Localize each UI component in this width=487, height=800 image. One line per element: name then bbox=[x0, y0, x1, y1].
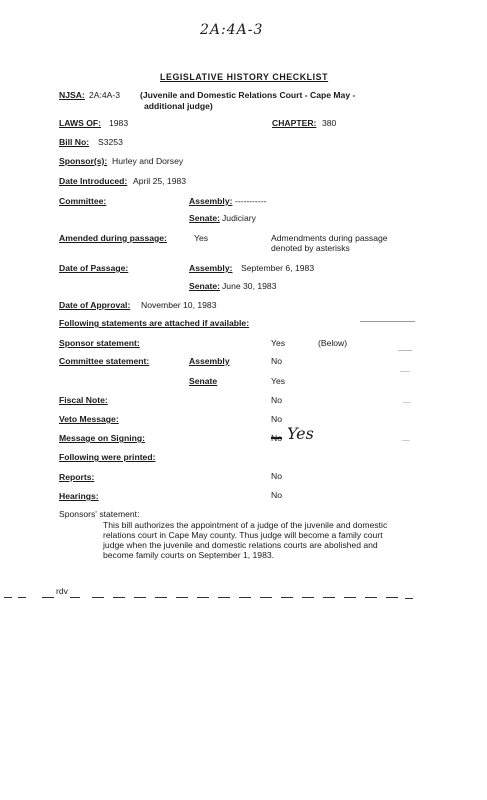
sponsor-statement-value: Yes bbox=[271, 338, 286, 348]
page-title: LEGISLATIVE HISTORY CHECKLIST bbox=[160, 72, 329, 82]
date-introduced-label: Date Introduced: bbox=[59, 176, 128, 186]
following-printed-heading: Following were printed: bbox=[59, 452, 156, 462]
hearings-value: No bbox=[271, 490, 282, 500]
committee-assembly-label: Assembly: bbox=[189, 196, 233, 206]
njsa-description-line1: (Juvenile and Domestic Relations Court - Cape May - bbox=[140, 90, 356, 100]
veto-message-label: Veto Message: bbox=[59, 414, 119, 424]
committee-assembly-value: ----------- bbox=[235, 196, 267, 206]
following-attached-heading: Following statements are attached if available: bbox=[59, 318, 250, 328]
committee-statement-senate-label: Senate bbox=[189, 376, 218, 386]
fiscal-note-label: Fiscal Note: bbox=[59, 395, 108, 405]
laws-of-value: 1983 bbox=[109, 118, 129, 128]
footer-initials: rdv bbox=[56, 586, 68, 596]
reports-value: No bbox=[271, 471, 282, 481]
sponsors-value: Hurley and Dorsey bbox=[112, 156, 184, 166]
message-on-signing-label: Message on Signing: bbox=[59, 433, 145, 443]
amended-value: Yes bbox=[194, 233, 209, 243]
handwritten-code: 2A:4A-3 bbox=[200, 22, 264, 38]
sponsors-statement-line: This bill authorizes the appointment of a judge of the juvenile and domestic bbox=[103, 520, 388, 530]
message-on-signing-typed-value: No bbox=[271, 433, 282, 443]
sponsor-statement-label: Sponsor statement: bbox=[59, 338, 140, 348]
date-of-approval-label: Date of Approval: bbox=[59, 300, 131, 310]
chapter-label: CHAPTER: bbox=[272, 118, 317, 128]
sponsors-statement-text bbox=[103, 520, 387, 560]
amended-note-line1: Admendments during passage bbox=[271, 233, 388, 243]
amended-label: Amended during passage: bbox=[59, 233, 167, 243]
bill-no-label: Bill No: bbox=[59, 137, 90, 147]
passage-senate-label: Senate: bbox=[189, 281, 221, 291]
committee-statement-assembly-value: No bbox=[271, 356, 282, 366]
veto-message-value: No bbox=[271, 414, 282, 424]
committee-senate-value: Judiciary bbox=[222, 213, 256, 223]
njsa-label: NJSA: bbox=[59, 90, 85, 100]
chapter-value: 380 bbox=[322, 118, 337, 128]
sponsors-statement-line: become family courts on September 1, 1983. bbox=[103, 550, 275, 560]
passage-assembly-value: September 6, 1983 bbox=[241, 263, 315, 273]
committee-statement-label: Committee statement: bbox=[59, 356, 150, 366]
passage-senate-value: June 30, 1983 bbox=[222, 281, 277, 291]
laws-of-label: LAWS OF: bbox=[59, 118, 102, 128]
committee-statement-senate-value: Yes bbox=[271, 376, 286, 386]
njsa-number: 2A:4A-3 bbox=[89, 90, 121, 100]
sponsors-statement-line: judge when the juvenile and domestic relations courts are abolished and bbox=[103, 540, 378, 550]
committee-label: Committee: bbox=[59, 196, 107, 206]
date-of-approval-value: November 10, 1983 bbox=[141, 300, 217, 310]
sponsor-statement-note: (Below) bbox=[318, 338, 348, 348]
reports-label: Reports: bbox=[59, 472, 95, 482]
bill-no-value: S3253 bbox=[98, 137, 123, 147]
sponsors-label: Sponsor(s): bbox=[59, 156, 108, 166]
date-introduced-value: April 25, 1983 bbox=[133, 176, 187, 186]
njsa-description-line2: additional judge) bbox=[144, 101, 213, 111]
date-of-passage-label: Date of Passage: bbox=[59, 263, 129, 273]
committee-statement-assembly-label: Assembly bbox=[189, 356, 230, 366]
amended-note-line2: denoted by asterisks bbox=[271, 243, 350, 253]
passage-assembly-label: Assembly: bbox=[189, 263, 233, 273]
sponsors-statement-label: Sponsors' statement: bbox=[59, 509, 140, 519]
sponsors-statement-line: relations court in Cape May county. Thus judge will become a family court bbox=[103, 530, 383, 540]
message-on-signing-handwritten-value: Yes bbox=[287, 424, 314, 443]
committee-senate-label: Senate: bbox=[189, 213, 221, 223]
fiscal-note-value: No bbox=[271, 395, 282, 405]
hearings-label: Hearings: bbox=[59, 491, 99, 501]
